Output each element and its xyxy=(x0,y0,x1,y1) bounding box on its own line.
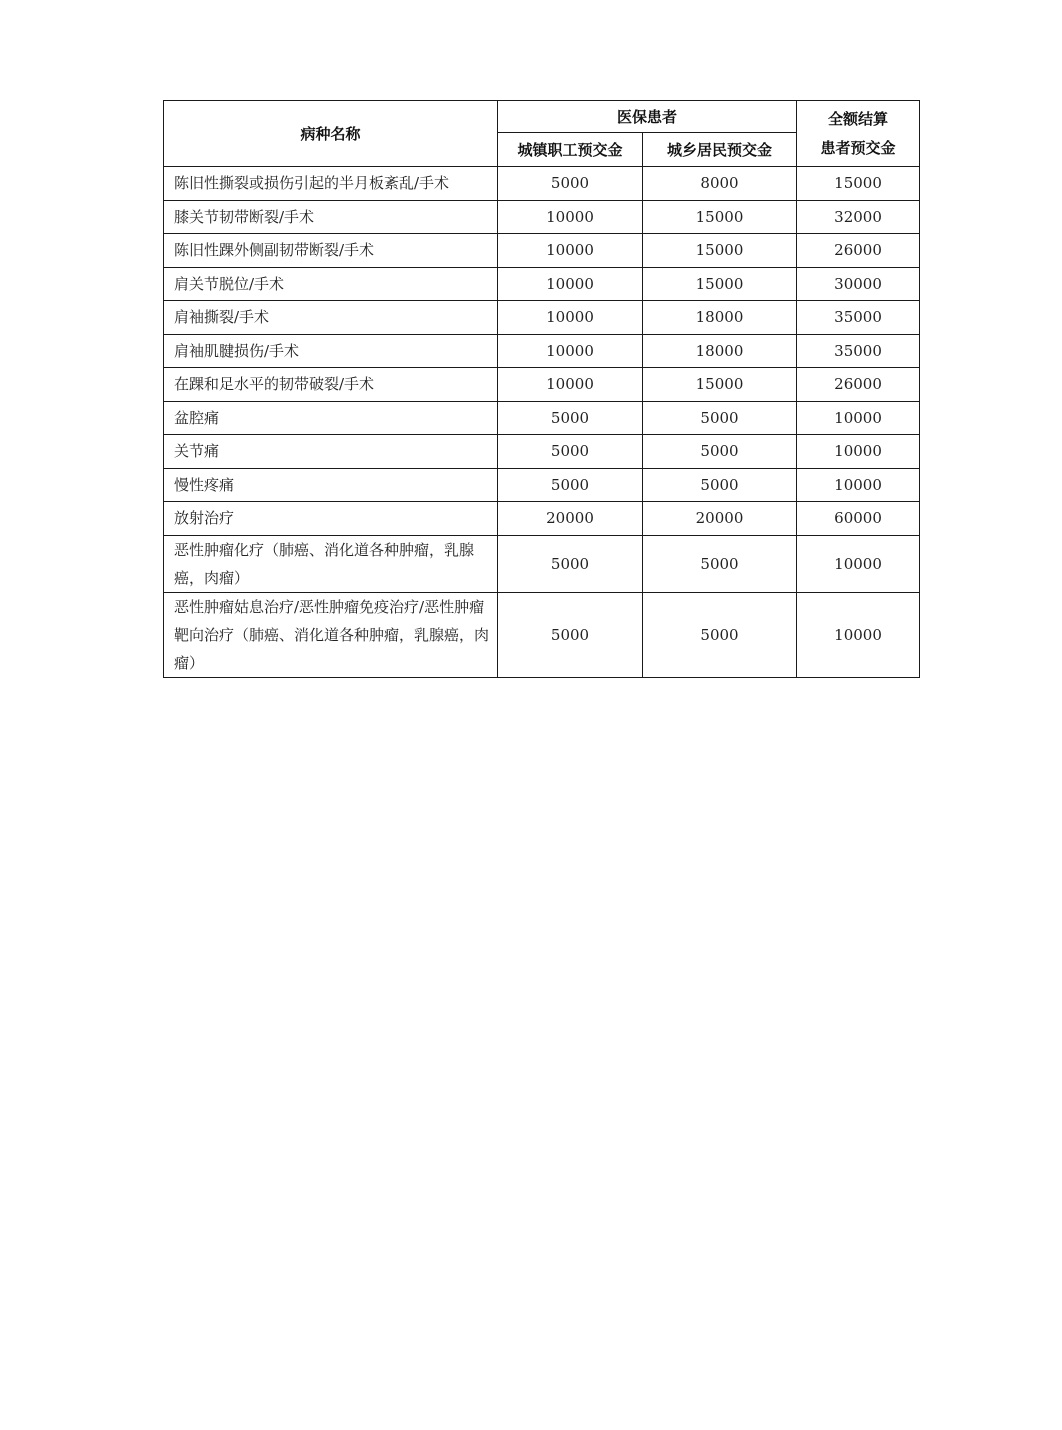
full-deposit-cell: 26000 xyxy=(797,234,920,268)
header-disease-name: 病种名称 xyxy=(164,101,498,167)
table-row xyxy=(164,167,920,201)
employee-deposit-cell: 5000 xyxy=(498,592,643,677)
disease-name-cell: 盆腔痛 xyxy=(164,401,498,435)
table-row xyxy=(164,502,920,536)
header-insured: 医保患者 xyxy=(498,101,797,133)
disease-name-cell: 在踝和足水平的韧带破裂/手术 xyxy=(164,368,498,402)
full-deposit-cell: 60000 xyxy=(797,502,920,536)
resident-deposit-cell: 5000 xyxy=(643,435,797,469)
table-row xyxy=(164,535,920,592)
employee-deposit-cell: 5000 xyxy=(498,535,643,592)
full-deposit-cell: 10000 xyxy=(797,535,920,592)
employee-deposit-cell: 10000 xyxy=(498,267,643,301)
resident-deposit-cell: 18000 xyxy=(643,301,797,335)
table-row xyxy=(164,368,920,402)
resident-deposit-cell: 18000 xyxy=(643,334,797,368)
disease-name-cell: 肩袖撕裂/手术 xyxy=(164,301,498,335)
table-row xyxy=(164,468,920,502)
table-row xyxy=(164,267,920,301)
resident-deposit-cell: 5000 xyxy=(643,401,797,435)
full-deposit-cell: 30000 xyxy=(797,267,920,301)
employee-deposit-cell: 5000 xyxy=(498,167,643,201)
header-full-settlement xyxy=(797,101,920,167)
resident-deposit-cell: 15000 xyxy=(643,200,797,234)
employee-deposit-cell: 5000 xyxy=(498,435,643,469)
deposit-table xyxy=(163,100,920,678)
employee-deposit-cell: 10000 xyxy=(498,368,643,402)
disease-name-cell: 陈旧性撕裂或损伤引起的半月板紊乱/手术 xyxy=(164,167,498,201)
full-deposit-cell: 35000 xyxy=(797,301,920,335)
table-row xyxy=(164,334,920,368)
table-row xyxy=(164,592,920,677)
full-deposit-cell: 15000 xyxy=(797,167,920,201)
table-row xyxy=(164,435,920,469)
employee-deposit-cell: 10000 xyxy=(498,200,643,234)
disease-name-cell: 关节痛 xyxy=(164,435,498,469)
header-full-settlement-line1: 全额结算 xyxy=(828,109,889,128)
resident-deposit-cell: 5000 xyxy=(643,468,797,502)
full-deposit-cell: 26000 xyxy=(797,368,920,402)
disease-name-cell: 膝关节韧带断裂/手术 xyxy=(164,200,498,234)
resident-deposit-cell: 5000 xyxy=(643,592,797,677)
full-deposit-cell: 10000 xyxy=(797,435,920,469)
header-urban-employee: 城镇职工预交金 xyxy=(498,133,643,167)
resident-deposit-cell: 15000 xyxy=(643,234,797,268)
header-full-settlement-line2: 患者预交金 xyxy=(820,138,896,157)
disease-name-cell: 肩袖肌腱损伤/手术 xyxy=(164,334,498,368)
resident-deposit-cell: 15000 xyxy=(643,368,797,402)
disease-name-cell: 肩关节脱位/手术 xyxy=(164,267,498,301)
disease-name-cell: 慢性疼痛 xyxy=(164,468,498,502)
resident-deposit-cell: 15000 xyxy=(643,267,797,301)
table-row xyxy=(164,234,920,268)
header-row-top xyxy=(164,101,920,133)
disease-name-cell: 恶性肿瘤化疗（肺癌、消化道各种肿瘤，乳腺癌，肉瘤） xyxy=(164,535,498,592)
resident-deposit-cell: 5000 xyxy=(643,535,797,592)
full-deposit-cell: 10000 xyxy=(797,592,920,677)
employee-deposit-cell: 10000 xyxy=(498,301,643,335)
full-deposit-cell: 35000 xyxy=(797,334,920,368)
employee-deposit-cell: 5000 xyxy=(498,468,643,502)
employee-deposit-cell: 10000 xyxy=(498,334,643,368)
full-deposit-cell: 10000 xyxy=(797,401,920,435)
employee-deposit-cell: 20000 xyxy=(498,502,643,536)
employee-deposit-cell: 5000 xyxy=(498,401,643,435)
employee-deposit-cell: 10000 xyxy=(498,234,643,268)
full-deposit-cell: 10000 xyxy=(797,468,920,502)
disease-name-cell: 陈旧性踝外侧副韧带断裂/手术 xyxy=(164,234,498,268)
table-row xyxy=(164,401,920,435)
disease-name-cell: 放射治疗 xyxy=(164,502,498,536)
header-urban-rural-resident: 城乡居民预交金 xyxy=(643,133,797,167)
full-deposit-cell: 32000 xyxy=(797,200,920,234)
disease-name-cell: 恶性肿瘤姑息治疗/恶性肿瘤免疫治疗/恶性肿瘤靶向治疗（肺癌、消化道各种肿瘤，乳腺癌，肉瘤） xyxy=(164,592,498,677)
table-row xyxy=(164,200,920,234)
resident-deposit-cell: 20000 xyxy=(643,502,797,536)
table-row xyxy=(164,301,920,335)
resident-deposit-cell: 8000 xyxy=(643,167,797,201)
